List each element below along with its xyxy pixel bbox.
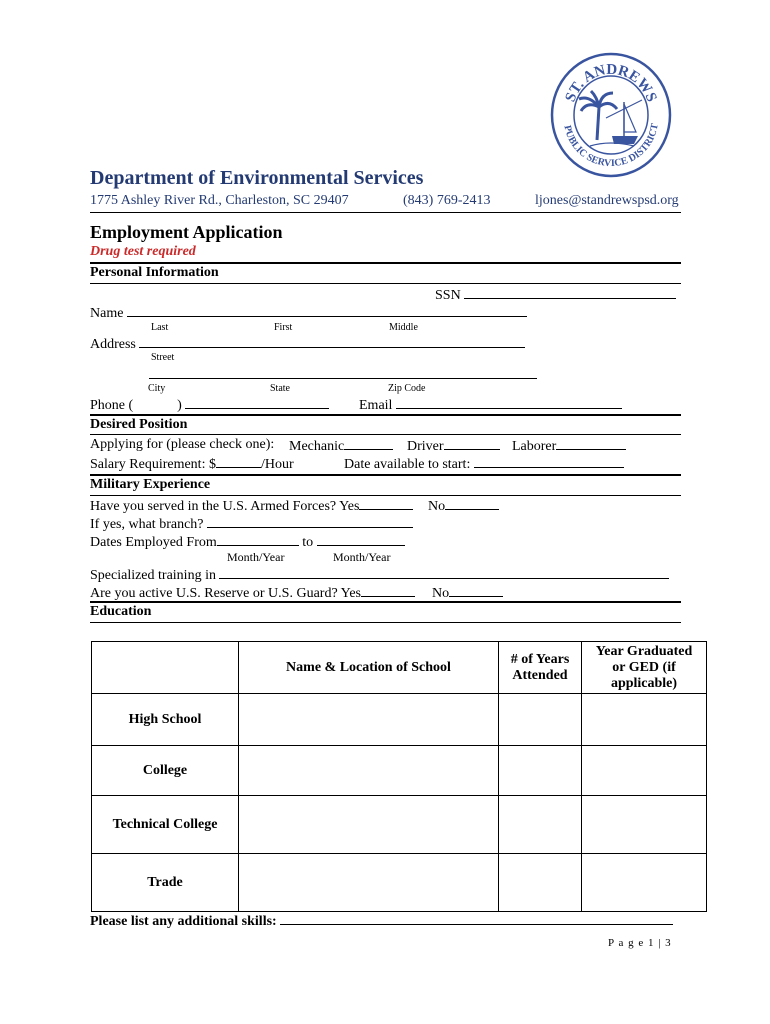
mechanic-label: Mechanic xyxy=(289,439,345,454)
date-available-row xyxy=(344,455,624,473)
name-sub-first: First xyxy=(274,322,293,333)
reserve-question: Are you active U.S. Reserve or U.S. Guard? Yes xyxy=(90,586,362,601)
phone-close-paren: ) xyxy=(177,398,182,413)
dates-from-field[interactable] xyxy=(217,533,299,546)
table-row xyxy=(92,746,707,796)
laborer-option xyxy=(512,437,626,455)
city-state-zip-field[interactable] xyxy=(149,378,537,379)
address-row xyxy=(90,335,525,353)
section-rule xyxy=(90,601,681,603)
logo-text-top: ST. ANDREWS xyxy=(562,61,660,105)
laborer-label: Laborer xyxy=(512,439,557,454)
department-phone: (843) 769-2413 xyxy=(403,193,491,208)
graduated-cell[interactable] xyxy=(582,796,707,854)
logo-seal xyxy=(550,52,672,178)
city-sub: City xyxy=(148,383,166,394)
table-row xyxy=(92,796,707,854)
section-rule xyxy=(90,262,681,264)
applying-label: Applying for (please check one): xyxy=(90,437,275,452)
email-row xyxy=(359,396,622,414)
street-sub: Street xyxy=(151,352,175,363)
name-sub-last: Last xyxy=(151,322,169,333)
section-rule xyxy=(90,474,681,476)
email-field[interactable] xyxy=(396,396,622,409)
page-number: P a g e 1 | 3 xyxy=(608,937,672,949)
section-heading-personal: Personal Information xyxy=(90,265,219,280)
dates-row xyxy=(90,533,405,551)
month-year-sub-2: Month/Year xyxy=(333,550,391,564)
years-cell[interactable] xyxy=(499,796,582,854)
department-email: ljones@standrewspsd.org xyxy=(535,193,679,208)
graduated-cell[interactable] xyxy=(582,854,707,912)
served-question: Have you served in the U.S. Armed Forces? Yes xyxy=(90,499,360,514)
mechanic-option xyxy=(289,437,393,455)
date-available-field[interactable] xyxy=(474,455,624,468)
served-no-label: No xyxy=(428,499,446,514)
name-field[interactable] xyxy=(127,304,527,317)
dates-to-label: to xyxy=(302,535,314,550)
table-row-label: College xyxy=(92,746,239,796)
training-field[interactable] xyxy=(219,566,669,579)
graduated-cell[interactable] xyxy=(582,694,707,746)
laborer-check[interactable] xyxy=(556,437,626,450)
table-row xyxy=(92,854,707,912)
served-row xyxy=(90,497,413,515)
years-cell[interactable] xyxy=(499,854,582,912)
school-name-cell[interactable] xyxy=(239,694,499,746)
drug-test-note: Drug test required xyxy=(90,244,196,259)
phone-label: Phone ( xyxy=(90,398,134,413)
reserve-no-field[interactable] xyxy=(449,584,503,597)
section-heading-desired: Desired Position xyxy=(90,417,188,432)
skills-label: Please list any additional skills: xyxy=(90,914,277,929)
reserve-row xyxy=(90,584,415,602)
table-row xyxy=(92,694,707,746)
skills-row xyxy=(90,912,673,930)
header-rule xyxy=(90,212,681,213)
branch-field[interactable] xyxy=(207,515,413,528)
svg-text:ST. ANDREWS xyxy=(562,62,659,104)
table-header-cell xyxy=(92,642,239,694)
section-rule xyxy=(90,283,681,284)
ssn-field[interactable] xyxy=(464,286,676,299)
table-header-cell: Year Graduated or GED (if applicable) xyxy=(582,642,707,694)
section-rule xyxy=(90,414,681,416)
served-yes-field[interactable] xyxy=(359,497,413,510)
years-cell[interactable] xyxy=(499,694,582,746)
driver-check[interactable] xyxy=(444,437,500,450)
state-sub: State xyxy=(270,383,290,394)
table-row-label: Trade xyxy=(92,854,239,912)
served-no xyxy=(428,497,499,515)
department-address: 1775 Ashley River Rd., Charleston, SC 29407 xyxy=(90,193,349,208)
branch-row xyxy=(90,515,413,533)
education-table xyxy=(91,641,707,912)
salary-label: Salary Requirement: $ xyxy=(90,457,216,472)
zip-sub: Zip Code xyxy=(388,383,426,394)
department-title: Department of Environmental Services xyxy=(90,167,424,189)
section-rule xyxy=(90,495,681,496)
skills-field[interactable] xyxy=(280,912,673,925)
training-label: Specialized training in xyxy=(90,568,216,583)
driver-label: Driver xyxy=(407,439,444,454)
ssn-label: SSN xyxy=(435,288,461,303)
table-row-label: Technical College xyxy=(92,796,239,854)
section-heading-education: Education xyxy=(90,604,152,619)
driver-option xyxy=(407,437,500,455)
branch-label: If yes, what branch? xyxy=(90,517,204,532)
table-row-label: High School xyxy=(92,694,239,746)
mechanic-check[interactable] xyxy=(344,437,393,450)
hour-label: /Hour xyxy=(260,457,294,472)
name-row xyxy=(90,304,527,322)
email-label: Email xyxy=(359,398,393,413)
phone-field[interactable] xyxy=(185,396,329,409)
phone-row xyxy=(90,396,329,414)
name-label: Name xyxy=(90,306,124,321)
street-field[interactable] xyxy=(139,335,525,348)
school-name-cell[interactable] xyxy=(239,746,499,796)
years-cell[interactable] xyxy=(499,746,582,796)
name-sub-middle: Middle xyxy=(389,322,418,333)
ssn-row xyxy=(435,286,676,304)
dates-label: Dates Employed From xyxy=(90,535,217,550)
dates-to-field[interactable] xyxy=(317,533,405,546)
table-header-cell: # of Years Attended xyxy=(499,642,582,694)
school-name-cell[interactable] xyxy=(239,854,499,912)
date-available-label: Date available to start: xyxy=(344,457,471,472)
logo-text-bottom: PUBLIC SERVICE DISTRICT xyxy=(561,122,661,170)
applying-row xyxy=(90,437,274,453)
training-row xyxy=(90,566,669,584)
section-rule xyxy=(90,622,681,623)
salary-row xyxy=(90,455,294,473)
salary-field[interactable] xyxy=(216,455,261,468)
address-label: Address xyxy=(90,337,136,352)
graduated-cell[interactable] xyxy=(582,746,707,796)
table-header-cell: Name & Location of School xyxy=(239,642,499,694)
reserve-no xyxy=(432,584,503,602)
section-heading-military: Military Experience xyxy=(90,477,211,492)
served-no-field[interactable] xyxy=(445,497,499,510)
school-name-cell[interactable] xyxy=(239,796,499,854)
form-title: Employment Application xyxy=(90,222,283,242)
reserve-yes-field[interactable] xyxy=(361,584,415,597)
reserve-no-label: No xyxy=(432,586,450,601)
month-year-sub-1: Month/Year xyxy=(227,550,285,564)
section-rule xyxy=(90,434,681,435)
table-header-row xyxy=(92,642,707,694)
